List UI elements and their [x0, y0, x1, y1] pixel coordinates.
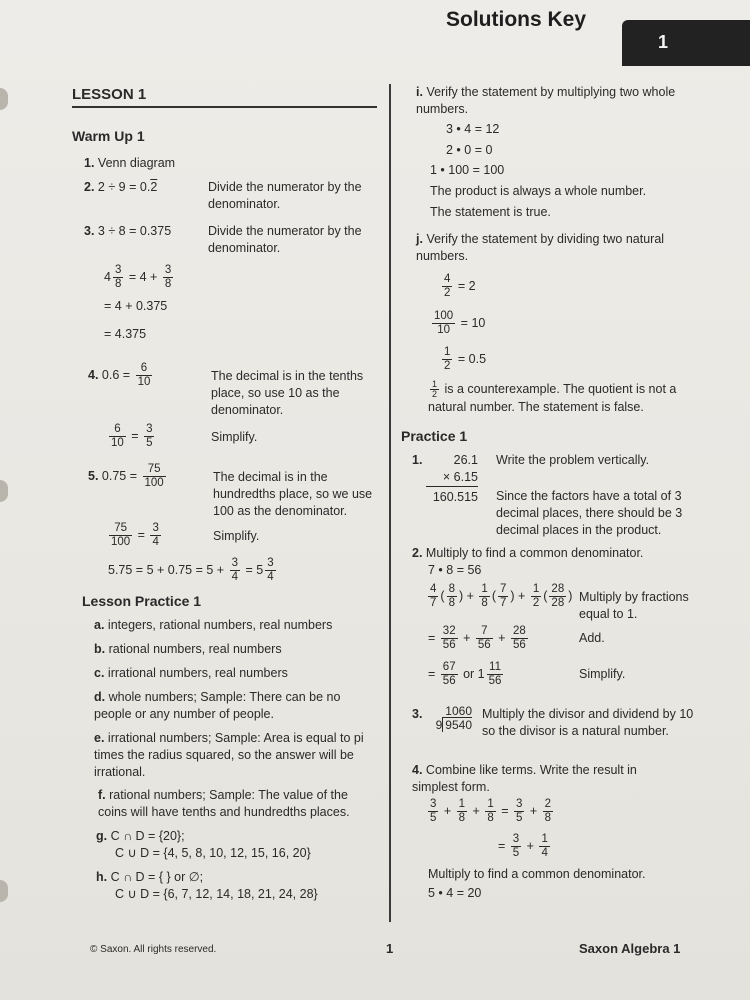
item-j-fraction-1: $\frac{4}{2}$ = 2	[444, 273, 476, 299]
item-i-conclusion-1: The product is always a whole number.	[430, 184, 647, 198]
practice-4-expression-1: $\frac{3}{5}$ + $\frac{1}{8}$ + $\frac{1}{8}$ = $\frac{3}{5}$ + $\frac{2}{8}$	[430, 798, 552, 824]
practice-4: 4. Combine like terms. Write the result in simplest form.	[412, 763, 637, 794]
warm-up-item-4-note: The decimal is in the tenths place, so use 10 as the denominator.	[211, 369, 364, 417]
footer-book-title: Saxon Algebra 1	[579, 941, 681, 956]
practice-title: Practice 1	[401, 428, 468, 444]
binder-hole	[0, 88, 8, 110]
warm-up-item-4-simplify-note: Simplify.	[211, 430, 258, 444]
item-i-eq-2: 2 • 0 = 0	[446, 143, 493, 157]
column-divider	[389, 84, 391, 922]
item-i-eq-3: 1 • 100 = 100	[430, 163, 505, 177]
warm-up-item-2: 2. 2 ÷ 9 = 0.2	[84, 180, 158, 194]
item-j-conclusion: $\frac{1}{2}$ is a counterexample. The quotient is not a natural number. The statement is false.	[428, 379, 677, 414]
binder-hole	[0, 480, 8, 502]
warm-up-item-5: 5. 0.75 = $\frac{75}{100}$	[88, 463, 164, 489]
warm-up-item-3-note: Divide the numerator by the denominator.	[208, 224, 362, 255]
warm-up-item-4-simplify: $\frac{6}{10}$ = $\frac{3}{5}$	[111, 423, 153, 449]
item-j: j. Verify the statement by dividing two natural numbers.	[416, 232, 665, 263]
practice-1-number: 1.	[412, 453, 423, 467]
lesson-practice-h: h. C ∩ D = { } or ∅; C ∪ D = {6, 7, 12, 14, 18, 21, 24, 28}	[96, 870, 318, 901]
lesson-practice-title: Lesson Practice 1	[82, 593, 202, 609]
item-i: i. Verify the statement by multiplying two whole numbers.	[416, 85, 676, 116]
item-j-fraction-2: $\frac{100}{10}$ = 10	[434, 310, 486, 336]
page-title: Solutions Key	[446, 8, 587, 31]
warm-up-item-1: 1. Venn diagram	[84, 156, 176, 170]
page-tab	[622, 20, 750, 66]
practice-2-note-1: Multiply by fractions equal to 1.	[579, 590, 689, 621]
warm-up-title: Warm Up 1	[72, 128, 145, 144]
footer-page-number: 1	[386, 941, 394, 956]
lesson-practice-b: b. rational numbers, real numbers	[94, 642, 282, 656]
warm-up-item-5-simplify: $\frac{75}{100}$ = $\frac{3}{4}$	[111, 522, 159, 548]
practice-2: 2. Multiply to find a common denominator.	[412, 546, 644, 560]
practice-4-eq: 5 • 4 = 20	[428, 886, 482, 900]
footer-copyright: © Saxon. All rights reserved.	[90, 944, 217, 955]
warm-up-item-3-work-1: 4 $\frac{3}{8}$ = 4 + $\frac{3}{8}$	[104, 264, 172, 290]
practice-2-sum: = $\frac{32}{56}$ + $\frac{7}{56}$ + $\frac{28}{56}$	[428, 625, 526, 651]
lesson-practice-f: f. rational numbers; Sample: The value of the coins will have tenths and hundredths places.	[98, 788, 350, 819]
warm-up-item-3-work-3: = 4.375	[104, 327, 147, 341]
warm-up-item-3: 3. 3 ÷ 8 = 0.375	[84, 224, 172, 238]
page-tab-number: 1	[658, 32, 669, 52]
warm-up-item-5-note: The decimal is in the hundredths place, so we use 100 as the denominator.	[213, 470, 373, 518]
lesson-rule	[72, 106, 377, 108]
lesson-title: LESSON 1	[72, 86, 147, 103]
practice-2-expression: $\frac{4}{7}$ ( $\frac{8}{8}$ ) + $\frac{1}{8}$ ( $\frac{7}{7}$ ) + $\frac{1}{2}$ ( $\frac{28}{28}$ )	[430, 583, 573, 609]
warm-up-item-4: 4. 0.6 = $\frac{6}{10}$	[88, 362, 151, 388]
practice-1-note-1: Write the problem vertically.	[496, 453, 650, 467]
practice-2-note-2: Add.	[579, 631, 605, 645]
practice-1-multiplication: 26.1 × 6.15 160.515	[426, 452, 478, 506]
lesson-practice-a: a. integers, rational numbers, real numbers	[94, 618, 333, 632]
binder-hole	[0, 880, 8, 902]
item-j-fraction-3: $\frac{1}{2}$ = 0.5	[444, 346, 487, 372]
lesson-practice-c: c. irrational numbers, real numbers	[94, 666, 288, 680]
lesson-practice-d: d. whole numbers; Sample: There can be no people or any number of people.	[94, 690, 341, 721]
practice-3-note: Multiply the divisor and dividend by 10 so the divisor is a natural number.	[482, 707, 694, 738]
practice-1-note-2: Since the factors have a total of 3 decimal places, there should be 3 decimal places in the product.	[496, 489, 683, 537]
practice-2-eq: 7 • 8 = 56	[428, 563, 482, 577]
warm-up-item-3-work-2: = 4 + 0.375	[104, 299, 168, 313]
item-i-eq-1: 3 • 4 = 12	[446, 122, 500, 136]
practice-4-note: Multiply to find a common denominator.	[428, 867, 646, 881]
practice-2-result: = $\frac{67}{56}$ or 1 $\frac{11}{56}$	[428, 661, 502, 687]
practice-3-division: 1060 9 9540	[435, 704, 472, 732]
lesson-practice-g: g. C ∩ D = {20}; C ∪ D = {4, 5, 8, 10, 12, 15, 16, 20}	[96, 829, 311, 860]
item-i-conclusion-2: The statement is true.	[430, 205, 551, 219]
warm-up-item-5-result: 5.75 = 5 + 0.75 = 5 + $\frac{3}{4}$ = 5 $\frac{3}{4}$	[108, 557, 274, 583]
lesson-practice-e: e. irrational numbers; Sample: Area is equal to pi times the radius squared, so the answer will be irrational.	[94, 731, 364, 779]
warm-up-item-2-note: Divide the numerator by the denominator.	[208, 180, 362, 211]
practice-4-expression-2: = $\frac{3}{5}$ + $\frac{1}{4}$	[498, 833, 548, 859]
practice-2-note-3: Simplify.	[579, 667, 626, 681]
practice-3-number: 3.	[412, 707, 423, 721]
warm-up-item-5-simplify-note: Simplify.	[213, 529, 260, 543]
